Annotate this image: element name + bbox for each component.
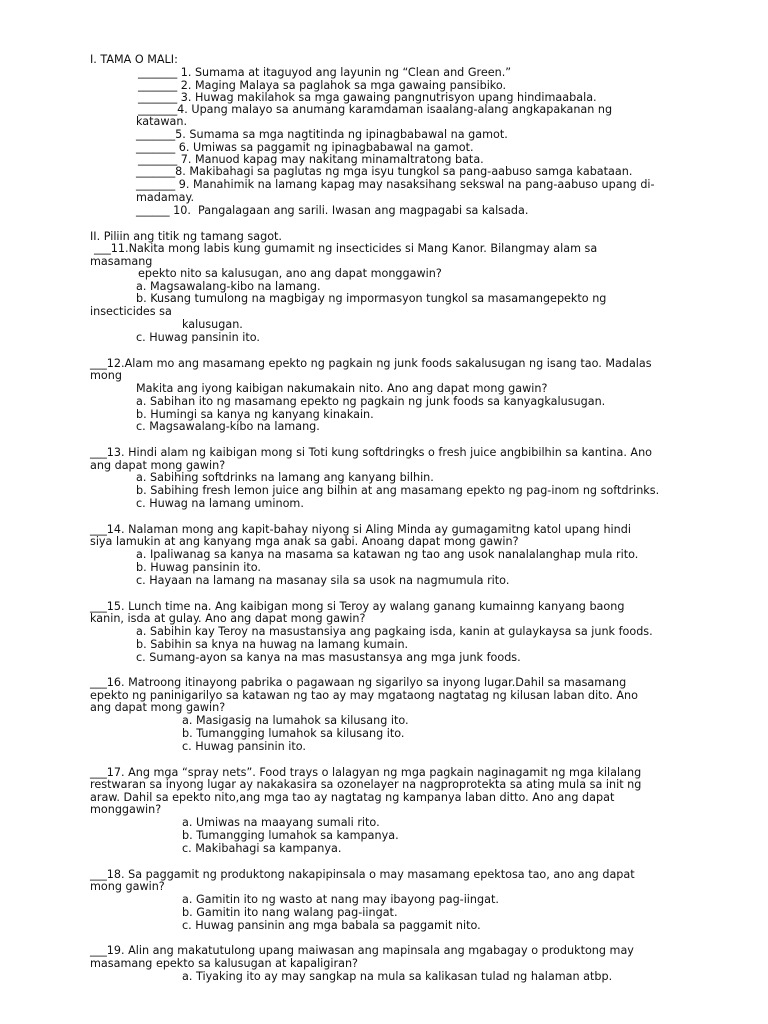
text-line: masamang: [90, 255, 153, 268]
text-line: mong: [90, 369, 122, 382]
text-line: ______ 10. Pangalagaan ang sarili. Iwasan ang magpagabi sa kalsada.: [136, 204, 529, 217]
text-line: a. Sabihan ito ng masamang epekto ng pagkain ng junk foods sa kanyagkalusugan.: [136, 395, 606, 408]
text-line: c. Huwag pansinin ito.: [136, 331, 260, 344]
text-line: a. Masigasig na lumahok sa kilusang ito.: [182, 714, 409, 727]
text-line: ___14. Nalaman mong ang kapit-bahay niyong si Aling Minda ay gumagamitng katol upang hindi: [90, 523, 631, 536]
text-line: a. Magsawalang-kibo na lamang.: [136, 280, 321, 293]
text-line: a. Tiyaking ito ay may sangkap na mula sa kalikasan tulad ng halaman atbp.: [182, 970, 613, 983]
text-line: kanin, isda at gulay. Ano ang dapat mong gawin?: [90, 612, 366, 625]
text-line: b. Tumangging lumahok sa kampanya.: [182, 829, 399, 842]
text-line: a. Ipaliwanag sa kanya na masama sa katawan ng tao ang usok nanalalanghap mula rito.: [136, 548, 639, 561]
text-line: _______8. Makibahagi sa paglutas ng mga isyu tungkol sa pang-aabuso samga kabataan.: [136, 165, 633, 178]
text-line: madamay.: [136, 191, 195, 204]
text-line: _______ 6. Umiwas sa paggamit ng ipinagbabawal na gamot.: [136, 141, 474, 154]
text-line: kalusugan.: [182, 318, 243, 331]
text-line: araw. Dahil sa epekto nito,ang mga tao ay nagtatag ng kampanya laban ditto. Ano ang dapat: [90, 791, 615, 804]
text-line: ___19. Alin ang makatutulong upang maiwasan ang mapinsala ang mgabagay o produktong may: [90, 944, 634, 957]
text-line: b. Humingi sa kanya ng kanyang kinakain.: [136, 408, 374, 421]
text-line: restwaran sa inyong lugar ay nakakasira sa ozonelayer na nagproprotekta sa ating mula sa init ng: [90, 778, 642, 791]
text-line: _______ 9. Manahimik na lamang kapag may nasaksihang sekswal na pang-aabuso upang di-: [136, 178, 655, 191]
text-line: ___13. Hindi alam ng kaibigan mong si Toti kung softdringks o fresh juice angbibilhin sa kantina. Ano: [90, 446, 653, 459]
text-line: ___11.Nakita mong labis kung gumamit ng insecticides si Mang Kanor. Bilangmay alam sa: [94, 242, 598, 255]
text-line: b. Gamitin ito nang walang pag-iingat.: [182, 906, 398, 919]
text-line: ang dapat mong gawin?: [90, 701, 226, 714]
text-line: ang dapat mong gawin?: [90, 459, 226, 472]
text-line: _______4. Upang malayo sa anumang karamdaman isaalang-alang angkapakanan ng: [138, 103, 613, 116]
text-line: epekto nito sa kalusugan, ano ang dapat monggawin?: [138, 267, 442, 280]
text-line: a. Gamitin ito ng wasto at nang may ibayong pag-iingat.: [182, 893, 499, 906]
text-line: c. Huwag pansinin ito.: [182, 740, 306, 753]
text-line: Makita ang iyong kaibigan nakumakain nito. Ano ang dapat mong gawin?: [136, 382, 548, 395]
text-line: II. Piliin ang titik ng tamang sagot.: [90, 230, 282, 243]
text-line: a. Sabihing softdrinks na lamang ang kanyang bilhin.: [136, 471, 434, 484]
text-line: mong gawin?: [90, 880, 165, 893]
text-line: b. Sabihing fresh lemon juice ang bilhin at ang masamang epekto ng pag-inom ng softdrinks.: [136, 484, 660, 497]
text-line: siya lamukin at ang kanyang mga anak sa gabi. Anoang dapat mong gawin?: [90, 535, 519, 548]
text-line: c. Sumang-ayon sa kanya na mas masustansya ang mga junk foods.: [136, 651, 521, 664]
text-line: epekto ng paninigarilyo sa katawan ng tao ay may mgataong nagtatag ng kilusan laban dito. Ano: [90, 689, 638, 702]
text-line: _______ 3. Huwag makilahok sa mga gawaing pangnutrisyon upang hindimaabala.: [138, 91, 597, 104]
text-line: ___17. Ang mga “spray nets”. Food trays o lalagyan ng mga pagkain naginagamit ng mga kilalang: [90, 766, 642, 779]
text-line: _______ 1. Sumama at itaguyod ang layunin ng “Clean and Green.”: [138, 66, 512, 79]
text-line: b. Huwag pansinin ito.: [136, 561, 261, 574]
text-line: _______ 7. Manuod kapag may nakitang minamaltratong bata.: [138, 153, 484, 166]
text-line: ___18. Sa paggamit ng produktong nakapipinsala o may masamang epektosa tao, ano ang dapat: [90, 868, 635, 881]
text-line: c. Hayaan na lamang na masanay sila sa usok na nagmumula rito.: [136, 574, 510, 587]
text-line: c. Magsawalang-kibo na lamang.: [136, 420, 320, 433]
text-line: b. Kusang tumulong na magbigay ng impormasyon tungkol sa masamangepekto ng: [136, 292, 607, 305]
text-line: masamang epekto sa kalusugan at kapaligiran?: [90, 957, 358, 970]
text-line: ___12.Alam mo ang masamang epekto ng pagkain ng junk foods sakalusugan ng isang tao. Madalas: [90, 357, 652, 370]
text-line: c. Makibahagi sa kampanya.: [182, 842, 342, 855]
text-line: insecticides sa: [90, 305, 172, 318]
text-line: a. Sabihin kay Teroy na masustansiya ang pagkaing isda, kanin at gulaykaysa sa junk foods.: [136, 625, 653, 638]
text-line: c. Huwag pansinin ang mga babala sa paggamit nito.: [182, 919, 481, 932]
text-line: b. Sabihin sa knya na huwag na lamang kumain.: [136, 638, 409, 651]
text-line: c. Huwag na lamang uminom.: [136, 497, 304, 510]
text-line: b. Tumangging lumahok sa kilusang ito.: [182, 727, 405, 740]
text-line: a. Umiwas na maayang sumali rito.: [182, 816, 380, 829]
text-line: monggawin?: [90, 803, 162, 816]
text-line: I. TAMA O MALI:: [90, 53, 178, 66]
text-line: _______5. Sumama sa mga nagtitinda ng ipinagbabawal na gamot.: [136, 128, 508, 141]
text-line: ___16. Matroong itinayong pabrika o pagawaan ng sigarilyo sa inyong lugar.Dahil sa masamang: [90, 676, 627, 689]
text-line: _______ 2. Maging Malaya sa paglahok sa mga gawaing pansibiko.: [138, 79, 507, 92]
text-line: katawan.: [136, 115, 188, 128]
text-line: ___15. Lunch time na. Ang kaibigan mong si Teroy ay walang ganang kumainng kanyang baong: [90, 600, 625, 613]
